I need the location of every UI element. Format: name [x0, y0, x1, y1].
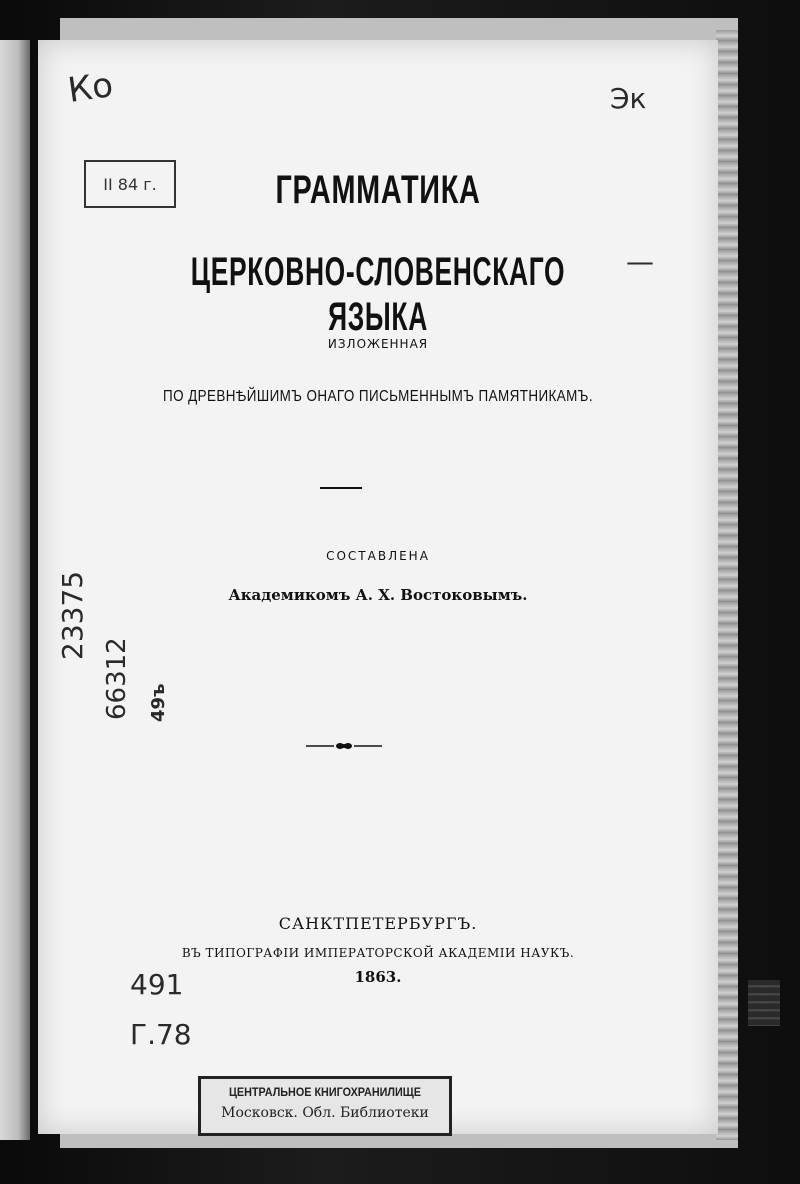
handwritten-note-ko: Ко — [65, 65, 116, 111]
author-line: Академикомъ А. Х. Востоковымъ. — [228, 586, 528, 604]
book-title: ГРАММАТИКА — [275, 168, 481, 212]
sources-line: ПО ДРЕВНѢЙШИМЪ ОНАГО ПИСЬМЕННЫМЪ ПАМЯТНИКАМЪ. — [162, 388, 594, 405]
handwritten-number-3: 49ъ — [148, 683, 169, 722]
library-stamp — [198, 1076, 452, 1136]
handwritten-number-1: 23375 — [56, 570, 89, 660]
stamp-shelfmark-text: II 84 г. — [103, 174, 157, 194]
handwritten-note-ek: Эк — [610, 82, 647, 115]
right-page-edge — [716, 30, 738, 1140]
imprint-year: 1863. — [354, 968, 402, 986]
ornament-divider — [304, 740, 384, 752]
library-stamp-line1: ЦЕНТРАЛЬНОЕ КНИГОХРАНИЛИЩЕ — [229, 1085, 421, 1099]
title-page — [38, 40, 718, 1134]
left-page-edge — [0, 40, 30, 1140]
scan-marker — [748, 980, 780, 1026]
handwritten-mark: — — [626, 245, 654, 278]
library-stamp-line2: Московск. Обл. Библиотеки — [221, 1105, 429, 1121]
expounded-line: ИЗЛОЖЕННАЯ — [327, 337, 429, 351]
imprint-press: ВЪ ТИПОГРАФІИ ИМПЕРАТОРСКОЙ АКАДЕМІИ НАУКЪ. — [181, 946, 575, 960]
compiled-line: СОСТАВЛЕНА — [326, 549, 430, 563]
handwritten-number-4: 491 — [130, 968, 184, 1001]
handwritten-number-2: 66312 — [102, 637, 132, 720]
divider-rule — [320, 487, 362, 489]
book-subtitle: ЦЕРКОВНО-СЛОВЕНСКАГО ЯЗЫКА — [190, 250, 566, 339]
imprint-city: САНКТПЕТЕРБУРГЪ. — [278, 914, 478, 933]
handwritten-number-5: Г.78 — [130, 1018, 192, 1051]
